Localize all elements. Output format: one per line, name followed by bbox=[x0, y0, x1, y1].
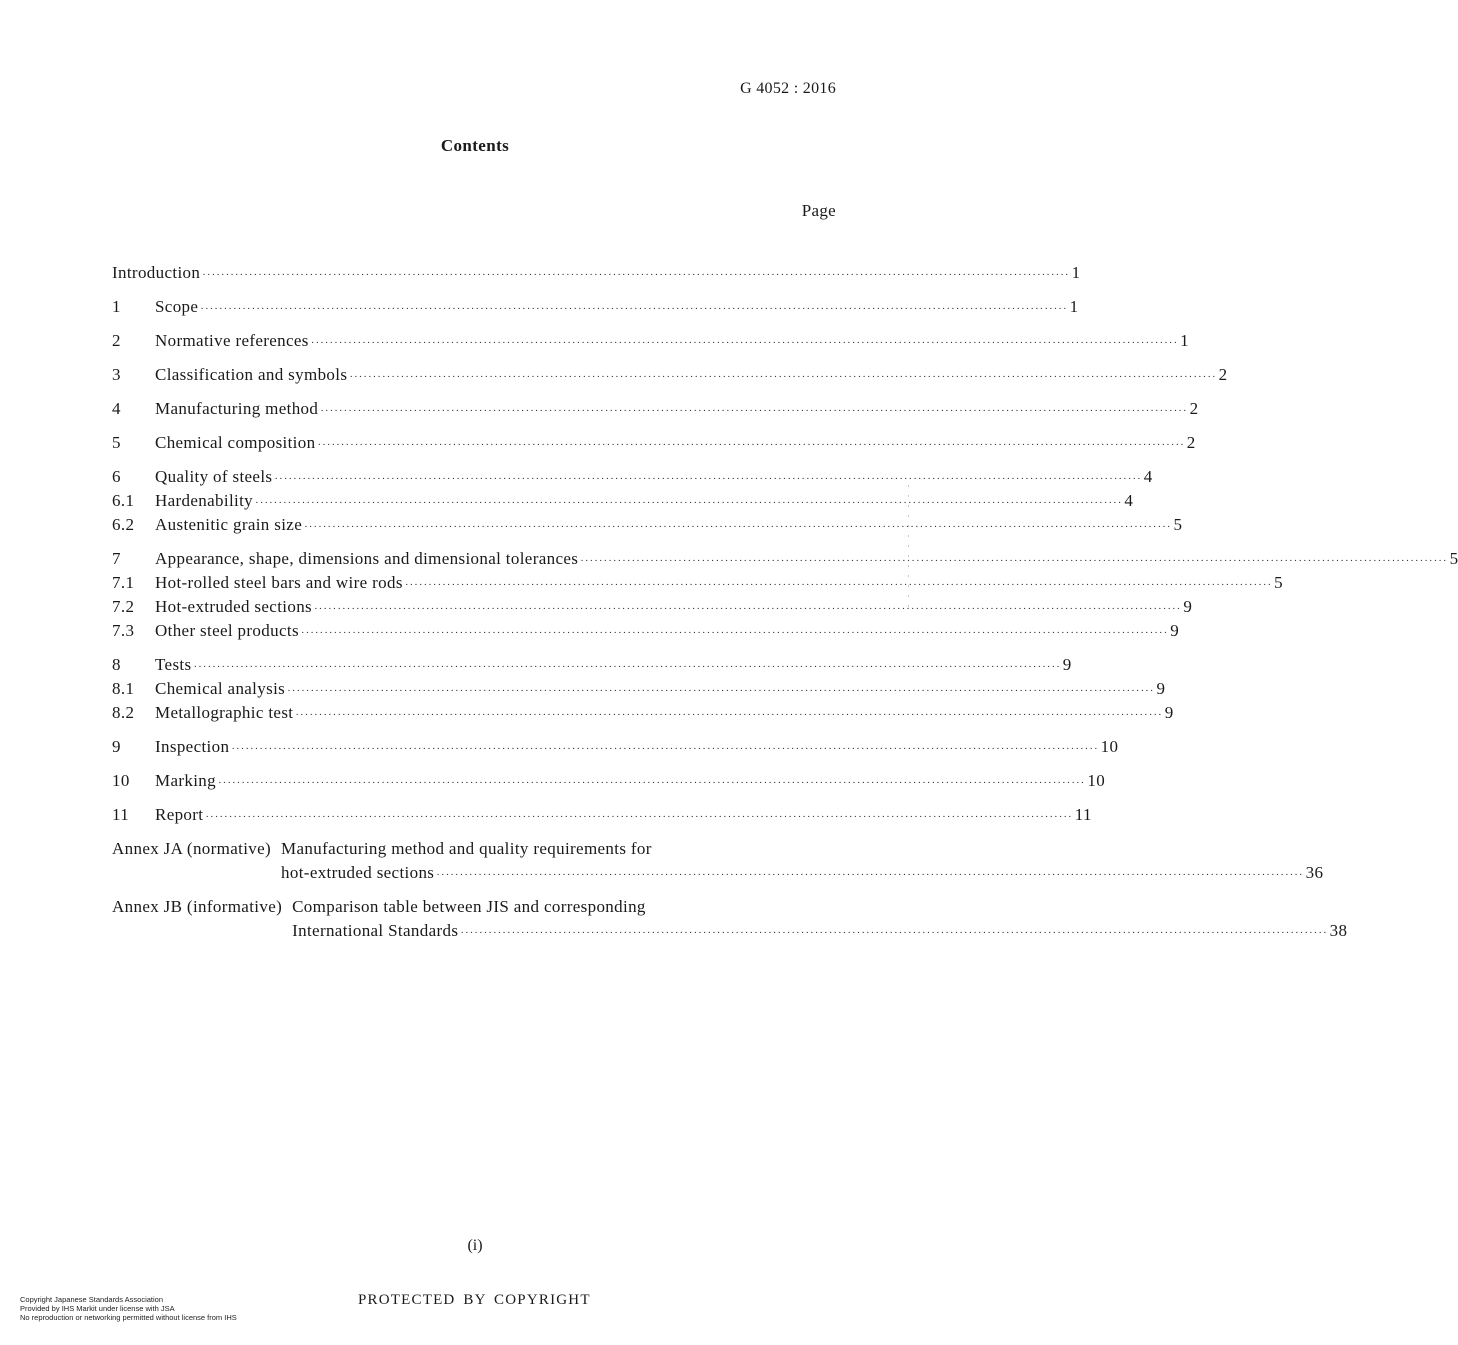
toc-entry-page: 2 bbox=[1189, 399, 1199, 418]
toc-entry-number: 7 bbox=[112, 549, 121, 568]
dot-leader bbox=[255, 491, 1122, 515]
toc-entry[interactable] bbox=[112, 701, 1174, 725]
toc-entry-page: 4 bbox=[1143, 467, 1153, 486]
toc-entry-number: 10 bbox=[112, 771, 130, 790]
contents-title: Contents bbox=[440, 136, 510, 155]
toc-entry[interactable] bbox=[112, 547, 1458, 571]
dot-leader bbox=[301, 621, 1168, 645]
dot-leader bbox=[202, 263, 1069, 287]
toc-entry-title: Normative references bbox=[155, 331, 309, 350]
annex-title-line: hot-extruded sections bbox=[281, 863, 435, 882]
toc-entry-title: Hardenability bbox=[155, 491, 254, 510]
toc-entry-page: 5 bbox=[1449, 549, 1458, 568]
toc-entry-number: 8.1 bbox=[112, 679, 135, 698]
toc-entry[interactable] bbox=[112, 513, 1183, 537]
toc-entry-page: 9 bbox=[1183, 597, 1193, 616]
toc-entry-page: 10 bbox=[1100, 737, 1119, 756]
toc-entry-number: 7.3 bbox=[112, 621, 135, 640]
dot-leader bbox=[218, 771, 1085, 795]
annex-title-line: Manufacturing method and quality requirements for bbox=[281, 839, 652, 858]
dot-leader bbox=[205, 805, 1072, 829]
toc-entry-title: Hot-extruded sections bbox=[155, 597, 313, 616]
annex-label: Annex JB (informative) bbox=[112, 897, 283, 916]
annex-title-block bbox=[271, 837, 1323, 885]
toc-entry-title: Chemical analysis bbox=[155, 679, 286, 698]
dot-leader bbox=[314, 597, 1181, 621]
annex-title-line: International Standards bbox=[292, 921, 459, 940]
toc-entry-number: 3 bbox=[112, 365, 121, 384]
dot-leader bbox=[274, 467, 1141, 491]
annex-title-line: Comparison table between JIS and corresponding bbox=[292, 897, 646, 916]
toc-entry[interactable] bbox=[112, 677, 1166, 701]
copyright-line: No reproduction or networking permitted without license from IHS bbox=[20, 1313, 237, 1322]
margin-registration-marks bbox=[908, 485, 910, 615]
dot-leader bbox=[317, 433, 1184, 457]
toc-entry-number: 1 bbox=[112, 297, 121, 316]
toc-entry[interactable] bbox=[112, 329, 1189, 353]
annex-page: 38 bbox=[1329, 921, 1348, 940]
toc-entry-title: Quality of steels bbox=[155, 467, 273, 486]
toc-entry-title: Appearance, shape, dimensions and dimensional tolerances bbox=[155, 549, 579, 568]
toc-entry-number: 2 bbox=[112, 331, 121, 350]
annex-page: 36 bbox=[1305, 863, 1324, 882]
toc-entry[interactable] bbox=[112, 735, 1119, 759]
toc-entry[interactable] bbox=[112, 803, 1092, 827]
toc-entry-number: 8.2 bbox=[112, 703, 135, 722]
dot-leader bbox=[460, 921, 1327, 945]
table-of-contents bbox=[112, 261, 1458, 943]
dot-leader bbox=[320, 399, 1187, 423]
annex-title-block bbox=[282, 895, 1347, 943]
toc-entry[interactable] bbox=[112, 571, 1284, 595]
toc-entry-title: Austenitic grain size bbox=[155, 515, 303, 534]
toc-entry[interactable] bbox=[112, 397, 1199, 421]
toc-entry-title: Chemical composition bbox=[155, 433, 316, 452]
toc-entry[interactable] bbox=[112, 769, 1106, 793]
annex-title-last-line bbox=[292, 919, 1347, 943]
toc-entry[interactable] bbox=[112, 489, 1134, 513]
toc-entry-title: Scope bbox=[155, 297, 199, 316]
toc-entry[interactable] bbox=[112, 465, 1153, 489]
toc-entry-page: 1 bbox=[1069, 297, 1079, 316]
copyright-notice bbox=[20, 1295, 237, 1322]
toc-entry-page: 9 bbox=[1156, 679, 1166, 698]
dot-leader bbox=[295, 703, 1162, 727]
toc-entry-page: 5 bbox=[1173, 515, 1183, 534]
toc-entry-page: 10 bbox=[1087, 771, 1106, 790]
toc-entry[interactable] bbox=[112, 295, 1079, 319]
toc-entry[interactable] bbox=[112, 595, 1193, 619]
toc-annex-entry[interactable] bbox=[112, 837, 1324, 885]
toc-entry-number: 6 bbox=[112, 467, 121, 486]
toc-entry[interactable] bbox=[112, 363, 1228, 387]
toc-entry-title: Inspection bbox=[155, 737, 230, 756]
annex-label: Annex JA (normative) bbox=[112, 839, 272, 858]
annex-title-last-line bbox=[281, 861, 1323, 885]
dot-leader bbox=[436, 863, 1303, 887]
toc-entry-page: 9 bbox=[1164, 703, 1174, 722]
toc-entry-number: 6.1 bbox=[112, 491, 135, 510]
toc-entry-number: 9 bbox=[112, 737, 121, 756]
toc-entry-number: 5 bbox=[112, 433, 121, 452]
dot-leader bbox=[287, 679, 1154, 703]
toc-entry-number: 6.2 bbox=[112, 515, 135, 534]
toc-entry-page: 2 bbox=[1186, 433, 1196, 452]
toc-entry-title: Introduction bbox=[112, 263, 201, 282]
page-column-label: Page bbox=[801, 201, 836, 220]
protected-by-copyright: PROTECTED BY COPYRIGHT bbox=[358, 1292, 591, 1308]
toc-entry-title: Report bbox=[155, 805, 204, 824]
dot-leader bbox=[580, 549, 1447, 573]
dot-leader bbox=[304, 515, 1171, 539]
toc-entry-title: Marking bbox=[155, 771, 216, 790]
toc-entry-number: 4 bbox=[112, 399, 121, 418]
copyright-line: Provided by IHS Markit under license with JSA bbox=[20, 1304, 175, 1313]
toc-entry-title: Other steel products bbox=[155, 621, 299, 640]
toc-entry[interactable] bbox=[112, 261, 1081, 285]
toc-entry-title: Manufacturing method bbox=[155, 399, 319, 418]
toc-entry-page: 1 bbox=[1180, 331, 1189, 350]
toc-entry[interactable] bbox=[112, 653, 1072, 677]
toc-entry[interactable] bbox=[112, 619, 1180, 643]
toc-annex-entry[interactable] bbox=[112, 895, 1348, 943]
dot-leader bbox=[349, 365, 1216, 389]
toc-entry-number: 7.2 bbox=[112, 597, 135, 616]
toc-entry-title: Hot-rolled steel bars and wire rods bbox=[155, 573, 403, 592]
toc-entry-number: 11 bbox=[112, 805, 130, 824]
toc-entry[interactable] bbox=[112, 431, 1196, 455]
toc-entry-title: Tests bbox=[155, 655, 192, 674]
toc-entry-page: 11 bbox=[1074, 805, 1092, 824]
toc-entry-page: 4 bbox=[1124, 491, 1134, 510]
toc-entry-page: 1 bbox=[1071, 263, 1081, 282]
page-folio: (i) bbox=[467, 1237, 483, 1254]
dot-leader bbox=[193, 655, 1060, 679]
copyright-line: Copyright Japanese Standards Association bbox=[20, 1295, 164, 1304]
toc-entry-page: 5 bbox=[1274, 573, 1284, 592]
standard-number: G 4052 : 2016 bbox=[740, 80, 836, 97]
toc-entry-page: 9 bbox=[1062, 655, 1072, 674]
toc-entry-page: 2 bbox=[1218, 365, 1228, 384]
dot-leader bbox=[405, 573, 1272, 597]
toc-entry-number: 7.1 bbox=[112, 573, 135, 592]
dot-leader bbox=[311, 331, 1178, 355]
toc-entry-title: Classification and symbols bbox=[155, 365, 348, 384]
dot-leader bbox=[200, 297, 1067, 321]
toc-entry-page: 9 bbox=[1170, 621, 1180, 640]
toc-entry-title: Metallographic test bbox=[155, 703, 294, 722]
dot-leader bbox=[231, 737, 1098, 761]
toc-entry-number: 8 bbox=[112, 655, 121, 674]
